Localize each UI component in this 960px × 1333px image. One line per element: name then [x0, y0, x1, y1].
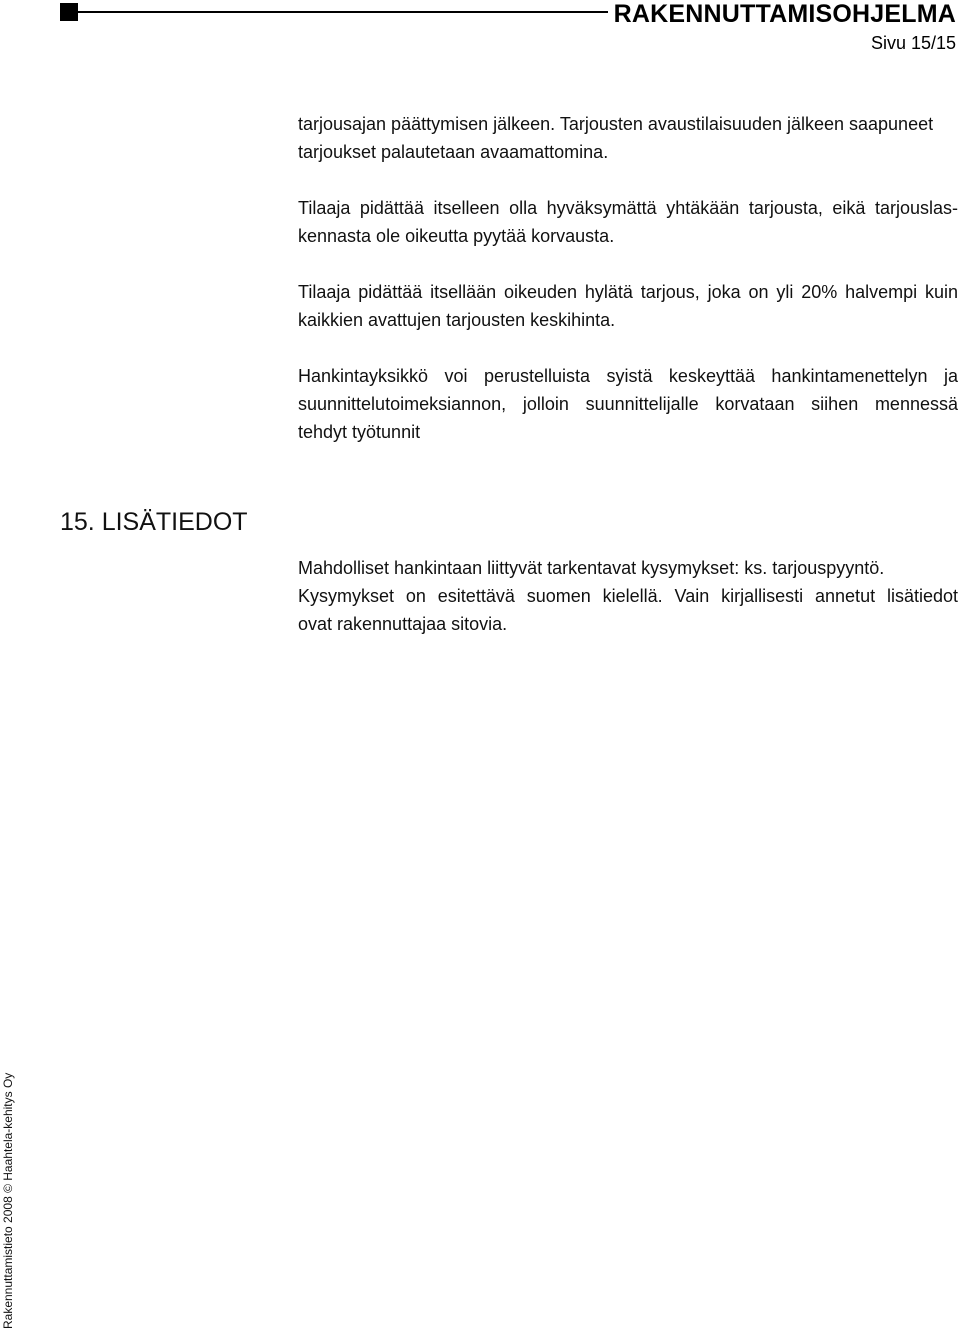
header-rule	[60, 11, 608, 13]
paragraph-line: Mahdolliset hankintaan liittyvät tarkentavat kysymykset: ks. tarjouspyyntö.	[298, 558, 885, 578]
paragraph-line: Kysymykset on esitettävä suomen kielellä. Vain kirjallisesti annetut lisätiedot	[298, 586, 958, 606]
document-title: RAKENNUTTAMISOHJELMA	[613, 0, 956, 28]
paragraph-price-rule	[298, 278, 958, 334]
paragraph-line: Tilaaja pidättää itselleen olla hyväksymättä yhtäkään tarjousta, eikä tarjouslas-	[298, 198, 958, 218]
copyright-side-text: Rakennuttamistieto 2008 © Haahtela-kehitys Oy	[1, 1072, 15, 1329]
paragraph-cancellation	[298, 362, 958, 446]
paragraph-line: tarjousajan päättymisen jälkeen. Tarjousten avaustilaisuuden jälkeen saapuneet	[298, 114, 934, 134]
section-heading: 15. LISÄTIEDOT	[60, 508, 248, 536]
paragraph-line: Hankintayksikkö voi perustelluista syistä keskeyttää hankintamenettelyn ja	[298, 366, 958, 386]
paragraph-additional-info	[298, 554, 958, 638]
paragraph-tender-deadline	[298, 110, 958, 166]
paragraph-rejection-right	[298, 194, 958, 250]
page-number: Sivu 15/15	[870, 33, 956, 53]
paragraph-line: tehdyt työtunnit	[298, 422, 421, 442]
paragraph-line: kaikkien avattujen tarjousten keskihinta.	[298, 310, 616, 330]
paragraph-line: ovat rakennuttajaa sitovia.	[298, 614, 508, 634]
paragraph-line: tarjoukset palautetaan avaamattomina.	[298, 142, 609, 162]
paragraph-line: kennasta ole oikeutta pyytää korvausta.	[298, 226, 615, 246]
paragraph-line: Tilaaja pidättää itsellään oikeuden hylätä tarjous, joka on yli 20% halvempi kuin	[298, 282, 958, 302]
paragraph-line: suunnittelutoimeksiannon, jolloin suunnittelijalle korvataan siihen mennessä	[298, 394, 958, 414]
